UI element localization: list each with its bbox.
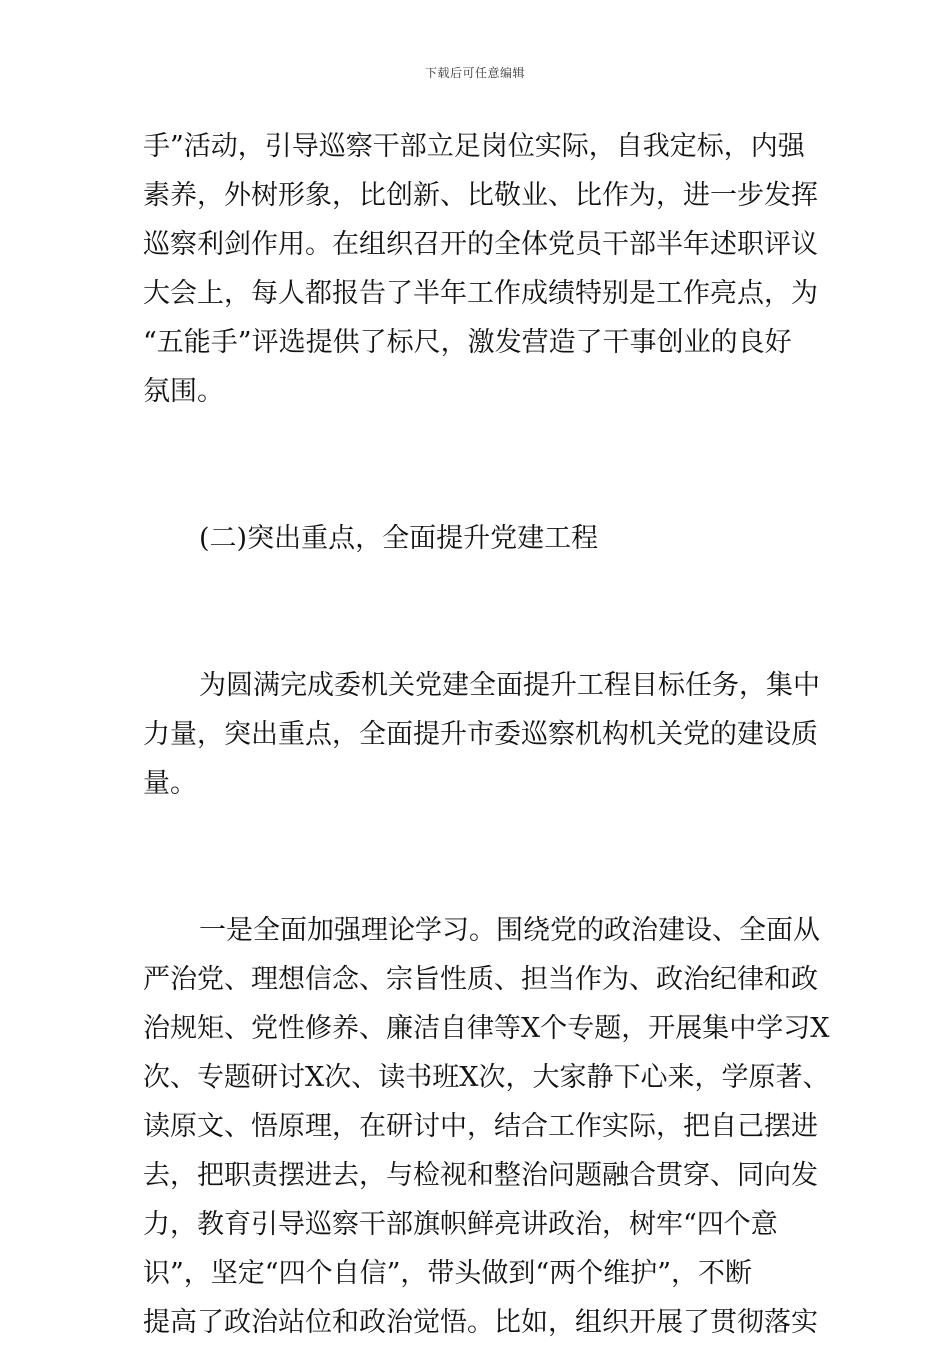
text-line: 去，把职责摆进去，与检视和整治问题融合贯穿、同向发	[143, 1160, 818, 1191]
text-line: 力，教育引导巡察干部旗帜鲜亮讲政治，树牢“四个意	[143, 1209, 778, 1240]
text-line: 严治党、理想信念、宗旨性质、担当作为、政治纪律和政	[143, 964, 818, 995]
text-line: 提高了政治站位和政治觉悟。比如，组织开展了贯彻落实	[143, 1307, 818, 1338]
text-line: 量。	[143, 768, 197, 799]
page-header-note: 下载后可任意编辑	[424, 66, 525, 80]
text-line: 力量，突出重点，全面提升市委巡察机构机关党的建设质	[143, 719, 818, 750]
text-line: 大会上，每人都报告了半年工作成绩特别是工作亮点，为	[143, 278, 818, 309]
text-line: 素养，外树形象，比创新、比敬业、比作为，进一步发挥	[143, 180, 818, 211]
text-line: 氛围。	[143, 376, 224, 407]
text-line: 识”，坚定“四个自信”，带头做到“两个维护”，不断	[143, 1258, 753, 1289]
text-line: 为圆满完成委机关党建全面提升工程目标任务，集中	[199, 670, 820, 701]
paragraph-theory-study	[143, 906, 830, 1347]
document-body	[143, 122, 830, 1347]
paragraph-spacer	[143, 563, 809, 661]
section-heading: (二)突出重点，全面提升党建工程	[199, 523, 599, 554]
text-line: 一是全面加强理论学习。围绕党的政治建设、全面从	[199, 915, 820, 946]
paragraph-intro	[143, 661, 820, 808]
text-line: 治规矩、党性修养、廉洁自律等X个专题，开展集中学习X	[143, 1013, 830, 1044]
text-line: 次、专题研讨X次、读书班X次，大家静下心来，学原著、	[143, 1062, 830, 1093]
text-line: 手”活动，引导巡察干部立足岗位实际，自我定标，内强	[143, 131, 805, 162]
paragraph-spacer	[143, 808, 809, 906]
paragraph-continuation	[143, 122, 818, 416]
paragraph-spacer	[143, 416, 809, 514]
text-line: 读原文、悟原理，在研讨中，结合工作实际，把自己摆进	[143, 1111, 818, 1142]
text-line: 巡察利剑作用。在组织召开的全体党员干部半年述职评议	[143, 229, 818, 260]
text-line: “五能手”评选提供了标尺，激发营造了干事创业的良好	[143, 327, 792, 358]
